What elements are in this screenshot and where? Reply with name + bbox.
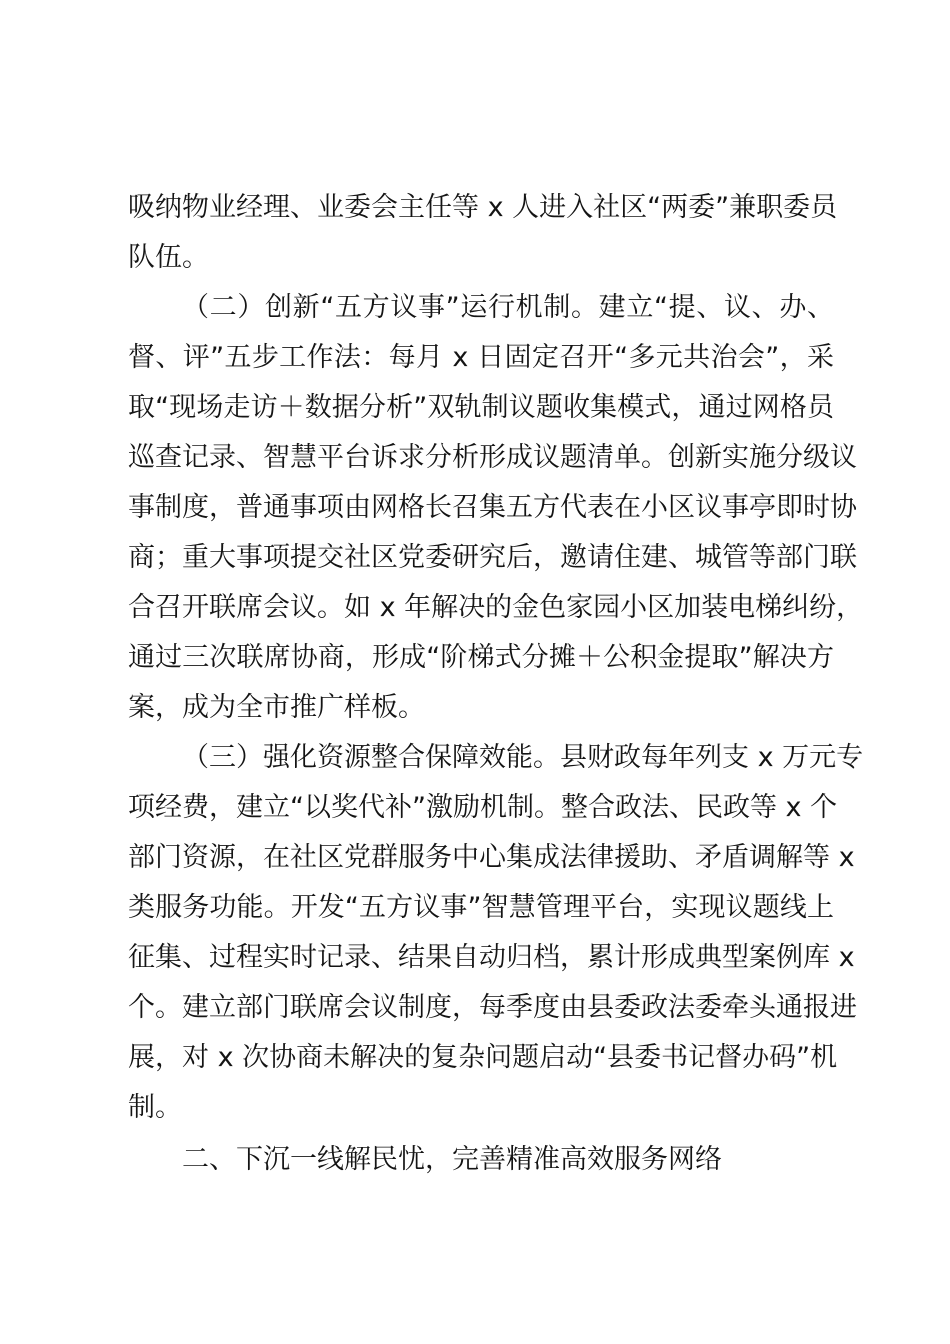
paragraph-section-2 [128, 283, 864, 733]
heading-text: 二、下沉一线解民忧，完善精准高效服务网络 [182, 1144, 722, 1175]
text-line: 队伍。 [128, 242, 209, 273]
document-body [128, 183, 864, 1185]
text-line: 项经费，建立“以奖代补”激励机制。整合政法、民政等 x 个 [128, 792, 838, 823]
text-line: 合召开联席会议。如 x 年解决的金色家园小区加装电梯纠纷， [128, 592, 864, 623]
text-line: 巡查记录、智慧平台诉求分析形成议题清单。创新实施分级议 [128, 442, 857, 473]
text-line: 展，对 x 次协商未解决的复杂问题启动“县委书记督办码”机 [128, 1042, 838, 1073]
text-line: 制。 [128, 1092, 182, 1123]
section-heading-2 [128, 1135, 834, 1185]
text-line: 征集、过程实时记录、结果自动归档，累计形成典型案例库 x [128, 942, 855, 973]
text-line: 取“现场走访＋数据分析”双轨制议题收集模式，通过网格员 [128, 392, 834, 423]
text-line: （二）创新“五方议事”运行机制。建立“提、议、办、 [182, 292, 834, 323]
text-line: 商；重大事项提交社区党委研究后，邀请住建、城管等部门联 [128, 542, 857, 573]
paragraph-continued [128, 183, 838, 283]
text-line: 类服务功能。开发“五方议事”智慧管理平台，实现议题线上 [128, 892, 834, 923]
text-line: 吸纳物业经理、业委会主任等 x 人进入社区“两委”兼职委员 [128, 192, 838, 223]
paragraph-section-3 [128, 733, 864, 1133]
text-line: （三）强化资源整合保障效能。县财政每年列支 x 万元专 [182, 742, 864, 773]
text-line: 个。建立部门联席会议制度，每季度由县委政法委牵头通报进 [128, 992, 857, 1023]
text-line: 事制度，普通事项由网格长召集五方代表在小区议事亭即时协 [128, 492, 857, 523]
text-line: 通过三次联席协商，形成“阶梯式分摊＋公积金提取”解决方 [128, 642, 834, 673]
text-line: 督、评”五步工作法：每月 x 日固定召开“多元共治会”，采 [128, 342, 834, 373]
text-line: 案，成为全市推广样板。 [128, 692, 425, 723]
text-line: 部门资源，在社区党群服务中心集成法律援助、矛盾调解等 x [128, 842, 855, 873]
